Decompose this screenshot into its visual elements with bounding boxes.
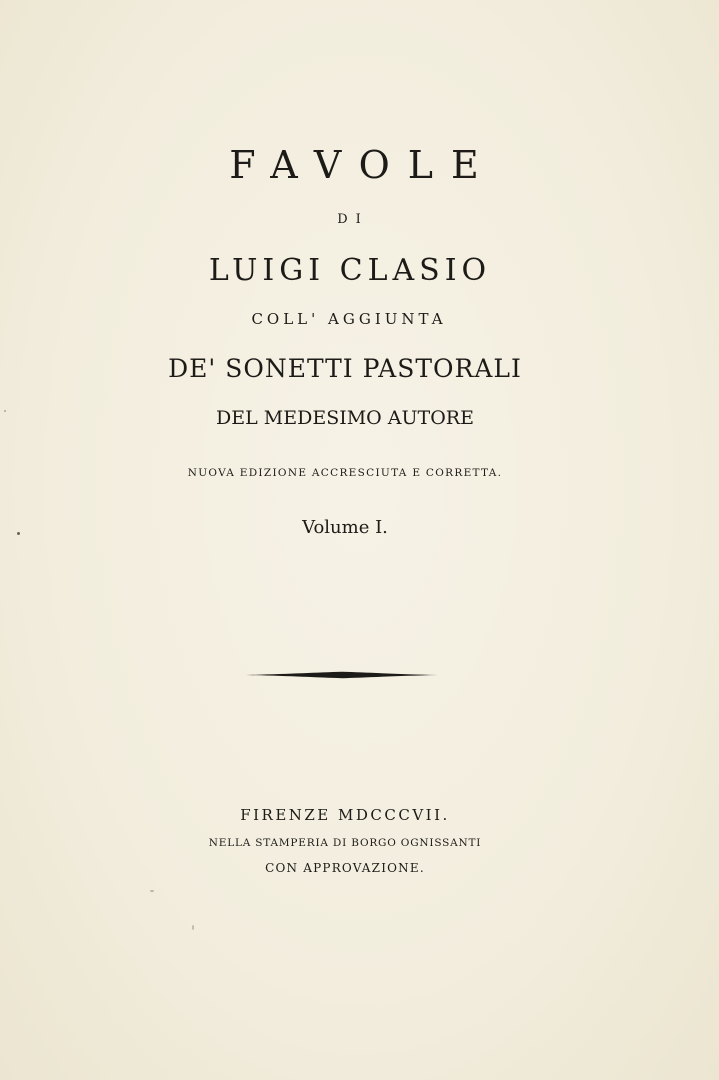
- sonnets-line: DE' SONETTI PASTORALI: [168, 354, 522, 383]
- preposition-di: DI: [337, 212, 369, 227]
- author-name: LUIGI CLASIO: [208, 253, 492, 288]
- imprint-approval: CON APPROVAZIONE.: [265, 861, 425, 875]
- ornamental-rule: [246, 667, 438, 683]
- paper-speck: [192, 925, 194, 930]
- book-title: FAVOLE: [229, 143, 497, 187]
- edition-note: NUOVA EDIZIONE ACCRESCIUTA E CORRETTA.: [187, 467, 503, 479]
- same-author-line: DEL MEDESIMO AUTORE: [216, 407, 474, 429]
- imprint-city-year: FIRENZE MDCCCVII.: [240, 806, 450, 824]
- volume-label: Volume I.: [302, 517, 388, 538]
- imprint-printer: NELLA STAMPERIA DI BORGO OGNISSANTI: [208, 837, 482, 849]
- paper-speck: [4, 410, 6, 412]
- paper-speck: [150, 890, 154, 892]
- addition-line: COLL' AGGIUNTA: [251, 310, 447, 328]
- paper-speck: [17, 532, 20, 535]
